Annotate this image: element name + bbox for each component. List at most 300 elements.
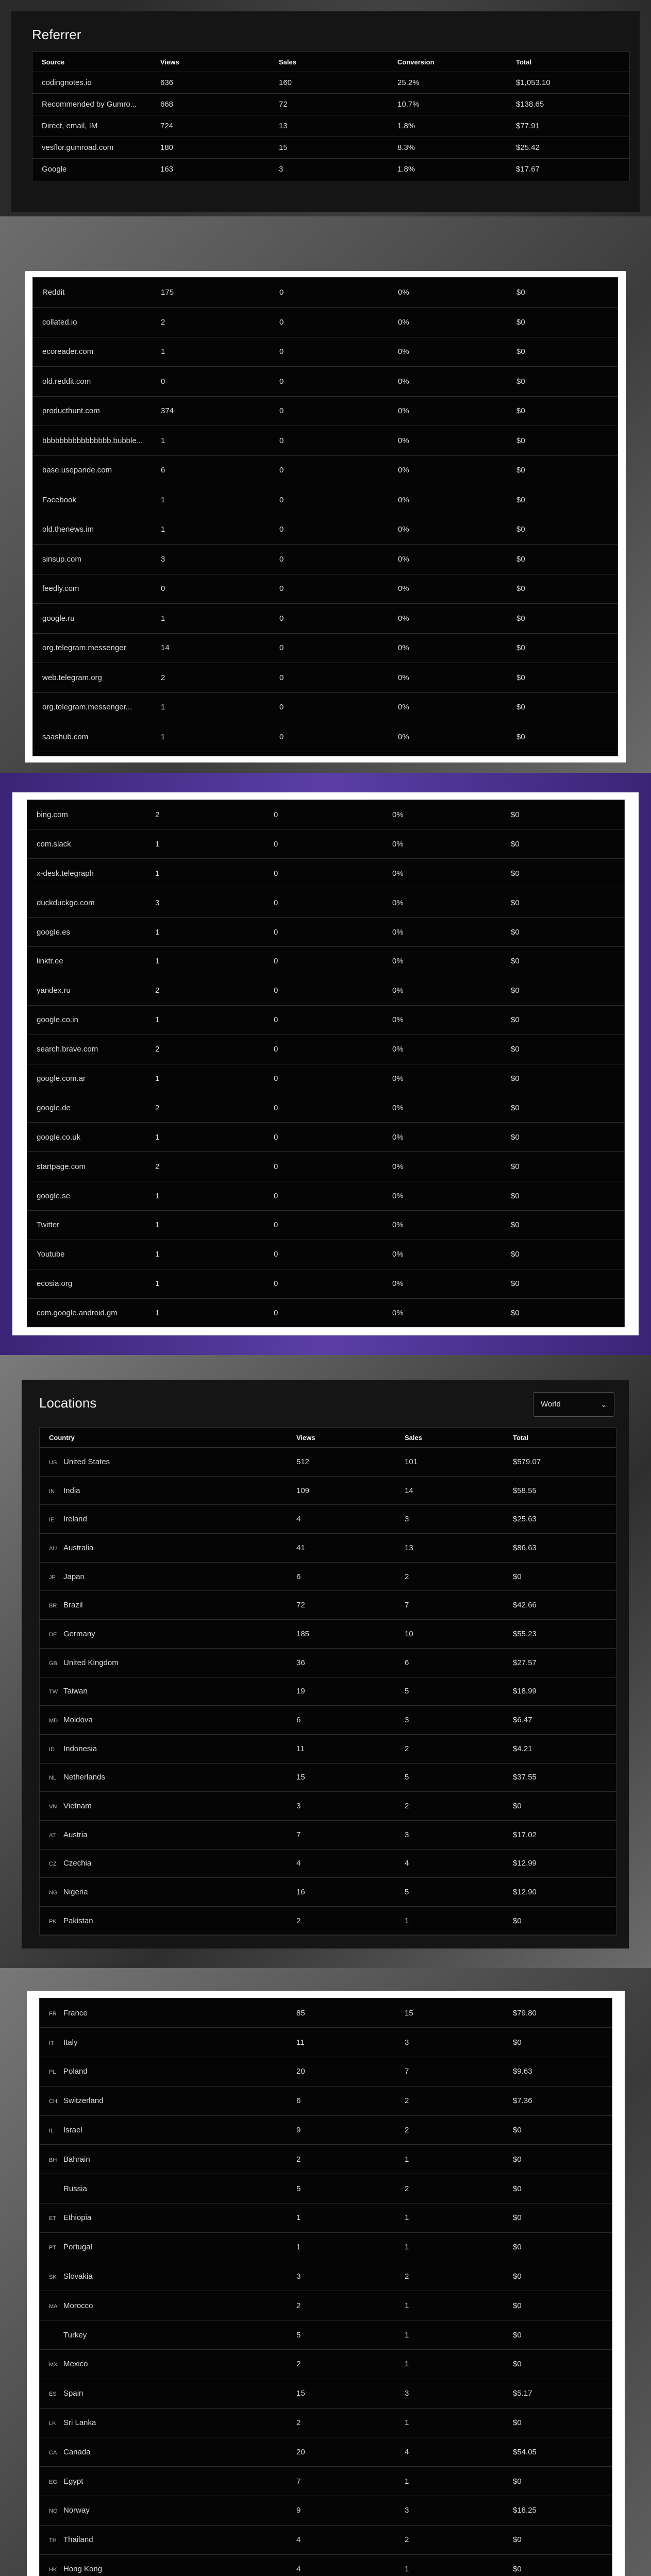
sales-cell: 7 xyxy=(395,1591,504,1620)
views-cell: 2 xyxy=(287,1907,395,1936)
country-cell xyxy=(40,2320,287,2350)
views-cell: 6 xyxy=(287,1706,395,1735)
sales-cell: 1 xyxy=(395,2145,504,2174)
location-row xyxy=(40,2057,612,2087)
source-cell: Recommended by Gumro... xyxy=(32,94,151,115)
country-cell xyxy=(40,1907,287,1936)
conversion-cell: 0% xyxy=(383,1269,502,1298)
country-cell xyxy=(40,1476,287,1505)
total-cell: $0 xyxy=(507,367,617,397)
country-flag-icon: ES xyxy=(49,2391,57,2398)
country-name: Bahrain xyxy=(63,2155,90,2164)
total-cell: $25.42 xyxy=(507,137,629,159)
country-flag-icon: IT xyxy=(49,2040,54,2046)
source-cell: x-desk.telegraph xyxy=(27,859,146,888)
conversion-cell: 0% xyxy=(383,946,502,976)
conversion-cell: 0% xyxy=(389,308,507,337)
source-cell: Facebook xyxy=(33,485,152,515)
referrer-row xyxy=(32,72,629,94)
views-cell: 20 xyxy=(287,2437,395,2467)
country-flag-icon: EG xyxy=(49,2479,57,2485)
country-name: Morocco xyxy=(63,2301,93,2310)
col-views[interactable]: Views xyxy=(287,1428,395,1448)
views-cell: 9 xyxy=(287,2496,395,2526)
location-row xyxy=(40,2262,612,2291)
country-flag-icon: PL xyxy=(49,2069,56,2076)
sales-cell: 0 xyxy=(270,485,389,515)
total-cell: $0 xyxy=(504,2320,612,2350)
country-name: Vietnam xyxy=(63,1802,92,1811)
views-cell: 109 xyxy=(287,1476,395,1505)
views-cell: 11 xyxy=(287,1734,395,1763)
views-cell: 180 xyxy=(151,137,270,159)
total-cell: $0 xyxy=(504,2174,612,2204)
source-cell: vesflor.gumroad.com xyxy=(32,137,151,159)
total-cell: $0 xyxy=(504,2554,612,2576)
total-cell: $0 xyxy=(507,278,617,308)
sales-cell: 0 xyxy=(264,1210,383,1240)
views-cell: 14 xyxy=(152,633,270,663)
total-cell: $5.17 xyxy=(504,2379,612,2408)
views-cell: 1 xyxy=(146,1123,264,1152)
views-cell: 1 xyxy=(146,946,264,976)
referrer-top-screenshot xyxy=(0,0,651,216)
referrer-row xyxy=(27,918,624,947)
sales-cell: 2 xyxy=(395,2525,504,2554)
location-row xyxy=(40,1878,616,1907)
source-cell: Youtube xyxy=(27,1240,146,1269)
conversion-cell: 0% xyxy=(383,1152,502,1181)
country-name: Israel xyxy=(63,2126,82,2135)
source-cell: saashub.com xyxy=(33,722,152,752)
country-flag-icon: HK xyxy=(49,2567,57,2573)
source-cell: producthunt.com xyxy=(33,396,152,426)
location-row xyxy=(40,2379,612,2408)
country-name: Turkey xyxy=(63,2330,87,2340)
sales-cell: 15 xyxy=(270,137,388,159)
source-cell: yandex.ru xyxy=(27,976,146,1005)
total-cell: $0 xyxy=(504,2467,612,2496)
total-cell: $17.02 xyxy=(504,1820,616,1849)
conversion-cell: 1.8% xyxy=(388,115,507,137)
total-cell: $12.99 xyxy=(504,1849,616,1878)
views-cell: 6 xyxy=(287,2086,395,2115)
referrer-table xyxy=(32,52,630,181)
referrer-row xyxy=(33,396,617,426)
referrer-row xyxy=(33,692,617,722)
col-views[interactable]: Views xyxy=(151,52,270,72)
country-flag-icon: ID xyxy=(49,1746,55,1753)
referrer-row xyxy=(33,308,617,337)
country-name: Poland xyxy=(63,2067,88,2076)
sales-cell: 0 xyxy=(270,692,389,722)
locations-rows-screenshot-1 xyxy=(0,1968,651,2576)
location-row xyxy=(40,1648,616,1677)
referrer-row xyxy=(32,115,629,137)
country-name: Brazil xyxy=(63,1601,83,1610)
total-cell: $579.07 xyxy=(504,1448,616,1477)
sales-cell: 0 xyxy=(264,859,383,888)
conversion-cell: 0% xyxy=(389,455,507,485)
views-cell: 2 xyxy=(146,1093,264,1123)
location-row xyxy=(40,1907,616,1936)
country-flag-icon: IL xyxy=(49,2128,54,2134)
total-cell: $0 xyxy=(507,515,617,545)
sales-cell: 2 xyxy=(395,2262,504,2291)
country-cell xyxy=(40,1849,287,1878)
col-total[interactable]: Total xyxy=(504,1428,616,1448)
referrer-row xyxy=(32,159,629,180)
country-cell xyxy=(40,2437,287,2467)
sales-cell: 0 xyxy=(270,308,389,337)
referrer-row xyxy=(27,800,624,829)
country-cell xyxy=(40,1591,287,1620)
views-cell: 1 xyxy=(152,485,270,515)
source-cell: google.se xyxy=(27,1181,146,1211)
source-cell: google.co.in xyxy=(27,1005,146,1035)
conversion-cell: 0% xyxy=(389,426,507,456)
col-source[interactable]: Source xyxy=(32,52,151,72)
referrer-row xyxy=(27,1181,624,1211)
locations-title: Locations xyxy=(39,1395,97,1411)
country-name: India xyxy=(63,1486,80,1495)
referrer-row xyxy=(33,633,617,663)
sales-cell: 0 xyxy=(270,278,389,308)
source-cell: Google xyxy=(32,159,151,180)
location-row xyxy=(40,2204,612,2233)
country-name: Slovakia xyxy=(63,2272,93,2281)
total-cell: $0 xyxy=(504,2145,612,2174)
country-cell xyxy=(40,1448,287,1477)
source-cell: google.ru xyxy=(33,604,152,634)
frame xyxy=(12,792,639,1335)
conversion-cell: 0% xyxy=(383,918,502,947)
conversion-cell: 0% xyxy=(383,1005,502,1035)
views-cell: 2 xyxy=(146,976,264,1005)
country-cell xyxy=(40,2350,287,2379)
views-cell: 9 xyxy=(287,2115,395,2145)
location-row xyxy=(40,2496,612,2526)
sales-cell: 0 xyxy=(264,1269,383,1298)
referrer-rows-screenshot-2 xyxy=(0,773,651,1355)
sales-cell: 1 xyxy=(395,2467,504,2496)
views-cell: 1 xyxy=(146,1210,264,1240)
views-cell: 4 xyxy=(287,2525,395,2554)
col-sales[interactable]: Sales xyxy=(395,1428,504,1448)
referrer-row xyxy=(27,946,624,976)
locations-header-row xyxy=(40,1428,616,1448)
country-cell xyxy=(40,1878,287,1907)
total-cell: $37.55 xyxy=(504,1763,616,1792)
sales-cell: 0 xyxy=(264,1005,383,1035)
location-row xyxy=(40,2145,612,2174)
country-name: Mexico xyxy=(63,2360,88,2369)
source-cell: google.co.uk xyxy=(27,1123,146,1152)
frame xyxy=(25,271,626,762)
sales-cell: 6 xyxy=(395,1648,504,1677)
conversion-cell: 0% xyxy=(383,1298,502,1328)
sales-cell: 7 xyxy=(395,2057,504,2087)
country-name: Czechia xyxy=(63,1859,92,1868)
conversion-cell: 0% xyxy=(383,1123,502,1152)
conversion-cell: 0% xyxy=(389,604,507,634)
referrer-row xyxy=(33,278,617,308)
referrer-row xyxy=(33,604,617,634)
country-cell xyxy=(40,1792,287,1821)
views-cell: 3 xyxy=(146,888,264,918)
country-name: Portugal xyxy=(63,2243,92,2252)
views-cell: 1 xyxy=(152,604,270,634)
sales-cell: 3 xyxy=(395,2379,504,2408)
sales-cell: 0 xyxy=(264,829,383,859)
referrer-row xyxy=(27,976,624,1005)
country-name: Indonesia xyxy=(63,1744,97,1753)
referrer-row xyxy=(33,426,617,456)
location-row xyxy=(40,2028,612,2057)
location-row xyxy=(40,1505,616,1534)
country-flag-icon: NG xyxy=(49,1890,58,1896)
country-flag-icon: IN xyxy=(49,1488,55,1495)
total-cell: $0 xyxy=(502,1005,624,1035)
source-cell: startpage.com xyxy=(27,1152,146,1181)
conversion-cell: 0% xyxy=(389,633,507,663)
location-row xyxy=(40,1849,616,1878)
sales-cell: 10 xyxy=(395,1620,504,1649)
country-cell xyxy=(40,2086,287,2115)
total-cell: $12.90 xyxy=(504,1878,616,1907)
source-cell: ecoreader.com xyxy=(33,337,152,367)
total-cell: $0 xyxy=(507,308,617,337)
country-cell xyxy=(40,1562,287,1591)
total-cell: $27.57 xyxy=(504,1648,616,1677)
sales-cell: 14 xyxy=(395,1476,504,1505)
country-name: Taiwan xyxy=(63,1687,88,1696)
conversion-cell: 0% xyxy=(383,1181,502,1211)
total-cell: $0 xyxy=(507,485,617,515)
total-cell: $0 xyxy=(507,633,617,663)
views-cell: 512 xyxy=(287,1448,395,1477)
region-select-value: World xyxy=(541,1400,561,1409)
sales-cell: 1 xyxy=(395,2408,504,2437)
views-cell: 6 xyxy=(152,455,270,485)
country-flag-icon: MX xyxy=(49,2362,58,2368)
country-cell xyxy=(40,1505,287,1534)
sales-cell: 0 xyxy=(264,1152,383,1181)
country-flag-icon: BH xyxy=(49,2157,57,2163)
col-total[interactable]: Total xyxy=(507,52,629,72)
views-cell: 668 xyxy=(151,94,270,115)
views-cell: 85 xyxy=(287,1998,395,2028)
country-flag-icon: PT xyxy=(49,2245,57,2251)
total-cell: $0 xyxy=(507,604,617,634)
total-cell: $0 xyxy=(504,2291,612,2320)
total-cell: $79.80 xyxy=(504,1998,612,2028)
col-sales[interactable]: Sales xyxy=(270,52,388,72)
sales-cell: 2 xyxy=(395,2115,504,2145)
source-cell: duckduckgo.com xyxy=(27,888,146,918)
conversion-cell: 0% xyxy=(389,545,507,574)
sales-cell: 0 xyxy=(264,976,383,1005)
country-cell xyxy=(40,1734,287,1763)
total-cell: $0 xyxy=(502,976,624,1005)
views-cell: 7 xyxy=(287,1820,395,1849)
source-cell: ecosia.org xyxy=(27,1269,146,1298)
country-flag-icon: MD xyxy=(49,1718,58,1724)
total-cell: $0 xyxy=(504,2350,612,2379)
sales-cell: 1 xyxy=(395,2554,504,2576)
total-cell: $0 xyxy=(502,946,624,976)
location-row xyxy=(40,2291,612,2320)
location-row xyxy=(40,2525,612,2554)
country-name: Moldova xyxy=(63,1716,93,1725)
source-cell: com.google.android.gm xyxy=(27,1298,146,1328)
sales-cell: 3 xyxy=(395,2496,504,2526)
country-flag-icon: IE xyxy=(49,1517,55,1523)
sales-cell: 0 xyxy=(270,663,389,693)
country-name: Ethiopia xyxy=(63,2213,92,2223)
country-flag-icon: BR xyxy=(49,1603,57,1609)
country-flag-icon: GB xyxy=(49,1660,57,1667)
col-conversion[interactable]: Conversion xyxy=(388,52,507,72)
country-cell xyxy=(40,2204,287,2233)
views-cell: 1 xyxy=(152,515,270,545)
referrer-row xyxy=(27,1093,624,1123)
col-country[interactable]: Country xyxy=(40,1428,287,1448)
referrer-panel xyxy=(11,11,640,212)
sales-cell: 0 xyxy=(270,367,389,397)
source-cell: collated.io xyxy=(33,308,152,337)
referrer-row xyxy=(27,1210,624,1240)
sales-cell: 5 xyxy=(395,1763,504,1792)
total-cell: $0 xyxy=(504,1792,616,1821)
country-flag-icon: DE xyxy=(49,1631,57,1638)
total-cell: $0 xyxy=(507,337,617,367)
country-name: Austria xyxy=(63,1830,88,1839)
referrer-row xyxy=(33,545,617,574)
location-row xyxy=(40,2437,612,2467)
views-cell: 1 xyxy=(287,2232,395,2262)
country-name: Egypt xyxy=(63,2477,84,2486)
conversion-cell: 8.3% xyxy=(388,137,507,159)
conversion-cell: 0% xyxy=(389,485,507,515)
location-row xyxy=(40,2350,612,2379)
views-cell: 4 xyxy=(287,1505,395,1534)
total-cell: $0 xyxy=(502,1093,624,1123)
total-cell: $54.05 xyxy=(504,2437,612,2467)
region-select[interactable] xyxy=(533,1392,614,1417)
location-row xyxy=(40,2467,612,2496)
source-cell: google.de xyxy=(27,1093,146,1123)
total-cell: $0 xyxy=(507,426,617,456)
location-row xyxy=(40,2320,612,2350)
views-cell: 185 xyxy=(287,1620,395,1649)
sales-cell: 0 xyxy=(270,455,389,485)
country-cell xyxy=(40,2291,287,2320)
views-cell: 72 xyxy=(287,1591,395,1620)
source-cell: feedly.com xyxy=(33,574,152,604)
total-cell: $0 xyxy=(504,2115,612,2145)
total-cell: $25.63 xyxy=(504,1505,616,1534)
views-cell: 2 xyxy=(287,2291,395,2320)
views-cell: 16 xyxy=(287,1878,395,1907)
country-cell xyxy=(40,2028,287,2057)
source-cell: bbbbbbbbbbbbbbbb.bubble... xyxy=(33,426,152,456)
country-flag-icon: AT xyxy=(49,1832,56,1839)
sales-cell: 3 xyxy=(395,1505,504,1534)
views-cell: 1 xyxy=(152,722,270,752)
location-row xyxy=(40,1620,616,1649)
referrer-row xyxy=(33,515,617,545)
sales-cell: 1 xyxy=(395,2204,504,2233)
country-name: France xyxy=(63,2008,88,2018)
views-cell: 0 xyxy=(152,367,270,397)
sales-cell: 15 xyxy=(395,1998,504,2028)
views-cell: 2 xyxy=(146,800,264,829)
country-flag-icon: VN xyxy=(49,1804,57,1810)
country-cell xyxy=(40,2145,287,2174)
total-cell: $138.65 xyxy=(507,94,629,115)
sales-cell: 0 xyxy=(264,888,383,918)
referrer-row xyxy=(27,1152,624,1181)
total-cell: $6.47 xyxy=(504,1706,616,1735)
total-cell: $0 xyxy=(502,1240,624,1269)
views-cell: 1 xyxy=(146,859,264,888)
views-cell: 1 xyxy=(146,1269,264,1298)
sales-cell: 0 xyxy=(270,545,389,574)
conversion-cell: 0% xyxy=(383,859,502,888)
sales-cell: 1 xyxy=(395,2232,504,2262)
views-cell: 1 xyxy=(146,829,264,859)
location-row xyxy=(40,1706,616,1735)
views-cell: 1 xyxy=(152,692,270,722)
total-cell: $0 xyxy=(507,455,617,485)
location-row xyxy=(40,2408,612,2437)
total-cell: $0 xyxy=(504,1907,616,1936)
source-cell: web.telegram.org xyxy=(33,663,152,693)
sales-cell: 2 xyxy=(395,1734,504,1763)
country-name: Canada xyxy=(63,2447,91,2456)
views-cell: 2 xyxy=(152,663,270,693)
location-row xyxy=(40,1562,616,1591)
country-flag-icon: CA xyxy=(49,2449,57,2456)
country-name: Pakistan xyxy=(63,1916,93,1925)
country-name: Norway xyxy=(63,2506,90,2515)
views-cell: 3 xyxy=(287,1792,395,1821)
referrer-row xyxy=(27,859,624,888)
conversion-cell: 0% xyxy=(389,337,507,367)
location-row xyxy=(40,1792,616,1821)
country-cell xyxy=(40,2379,287,2408)
total-cell: $0 xyxy=(507,692,617,722)
views-cell: 1 xyxy=(146,1298,264,1328)
referrer-table-continued xyxy=(32,277,618,756)
views-cell: 1 xyxy=(152,426,270,456)
source-cell: com.slack xyxy=(27,829,146,859)
views-cell: 5 xyxy=(287,2174,395,2204)
total-cell: $0 xyxy=(502,1152,624,1181)
total-cell: $0 xyxy=(507,574,617,604)
views-cell: 4 xyxy=(287,2554,395,2576)
views-cell: 163 xyxy=(151,159,270,180)
referrer-row xyxy=(27,1269,624,1298)
views-cell: 2 xyxy=(287,2350,395,2379)
country-flag-icon: TH xyxy=(49,2537,57,2544)
country-cell xyxy=(40,1677,287,1706)
views-cell: 1 xyxy=(146,918,264,947)
source-cell: google.es xyxy=(27,918,146,947)
views-cell: 2 xyxy=(146,1035,264,1064)
country-name: Nigeria xyxy=(63,1888,88,1897)
